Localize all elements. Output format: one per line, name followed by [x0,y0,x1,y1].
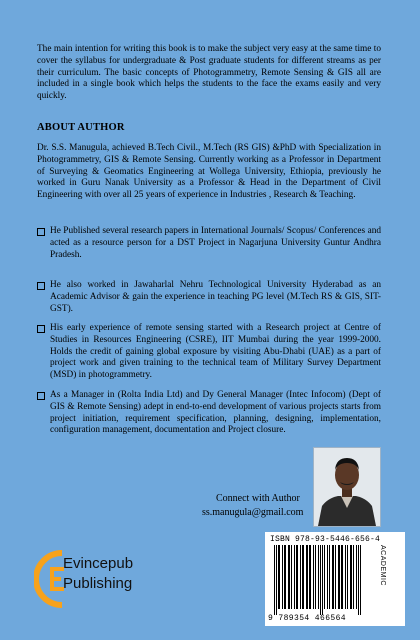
author-photo [313,447,381,527]
barcode-number: 9 789354 466564 [268,614,347,623]
category-label: ACADEMIC [379,545,386,586]
checkbox-bullet-icon [37,325,45,333]
list-item [37,226,381,261]
publisher-name-line2: Publishing [63,575,133,592]
list-item-text: His early experience of remote sensing started with a Research project at Centre of Studies in Resources Engineering (CSRE), IIT Mumbai during the year 1999-2000. Holds the credit of gaining global exposure by visiting Abu-Dhabi (UAE) as a part of project work and given training to the technical team of Military Survey Department (MSD) in photogrammetry. [50,323,381,381]
list-item [37,323,381,382]
publisher-name-line1: Evincepub [63,555,134,572]
about-author-heading: ABOUT AUTHOR [37,122,125,133]
list-item-text: He Published several research papers in International Journals/ Scopus/ Conferences and acted as a resource person for a DST Project in Nagarjuna University Guntur Andhra Pradesh. [50,226,381,260]
list-item-text: He also worked in Jawaharlal Nehru Technological University Hyderabad as an Academic Advisor & gain the experience in teaching PG level (M.Tech RS & GIS, SIT-GST). [50,280,381,314]
author-email: ss.manugula@gmail.com [202,507,304,518]
barcode-icon [270,545,380,615]
checkbox-bullet-icon [37,282,45,290]
list-item-text: As a Manager in (Rolta India Ltd) and Dy General Manager (Intec Infocom) (Dept of GIS & Remote Sensing) adept in end-to-end development of various projects starts from project initiation, requirement specification, planning, designing, implementation, configuration management, documentation and Project closure. [50,390,381,436]
checkbox-bullet-icon [37,228,45,236]
author-portrait-icon [314,448,380,526]
connect-with-author-label: Connect with Author [216,493,300,504]
intro-paragraph: The main intention for writing this book is to make the subject very easy at the same time to cover the syllabus for undergraduate & Post graduate students for different streams as per their curriculum. The basic concepts of Photogrammetry, Remote Sensing & GIS all are included in a single book which helps the students to the face the exams easily and very quickly. [37,44,381,102]
author-bio-paragraph: Dr. S.S. Manugula, achieved B.Tech Civil., M.Tech (RS GIS) &PhD with Specialization in Photogrammetry, GIS & Remote Sensing. Currently working as a Professor in Department of Surveying & Geomatics Engineering at Wollega University, Ethiopia, previously he worked in Guru Nanak University as a Professor & Head in the Department of Civil Engineering with over all 25 years of experience in Industries , Research & Teaching. [37,143,381,201]
checkbox-bullet-icon [37,392,45,400]
isbn-label: ISBN 978-93-5446-656-4 [270,535,381,544]
list-item [37,280,381,315]
list-item [37,390,381,437]
